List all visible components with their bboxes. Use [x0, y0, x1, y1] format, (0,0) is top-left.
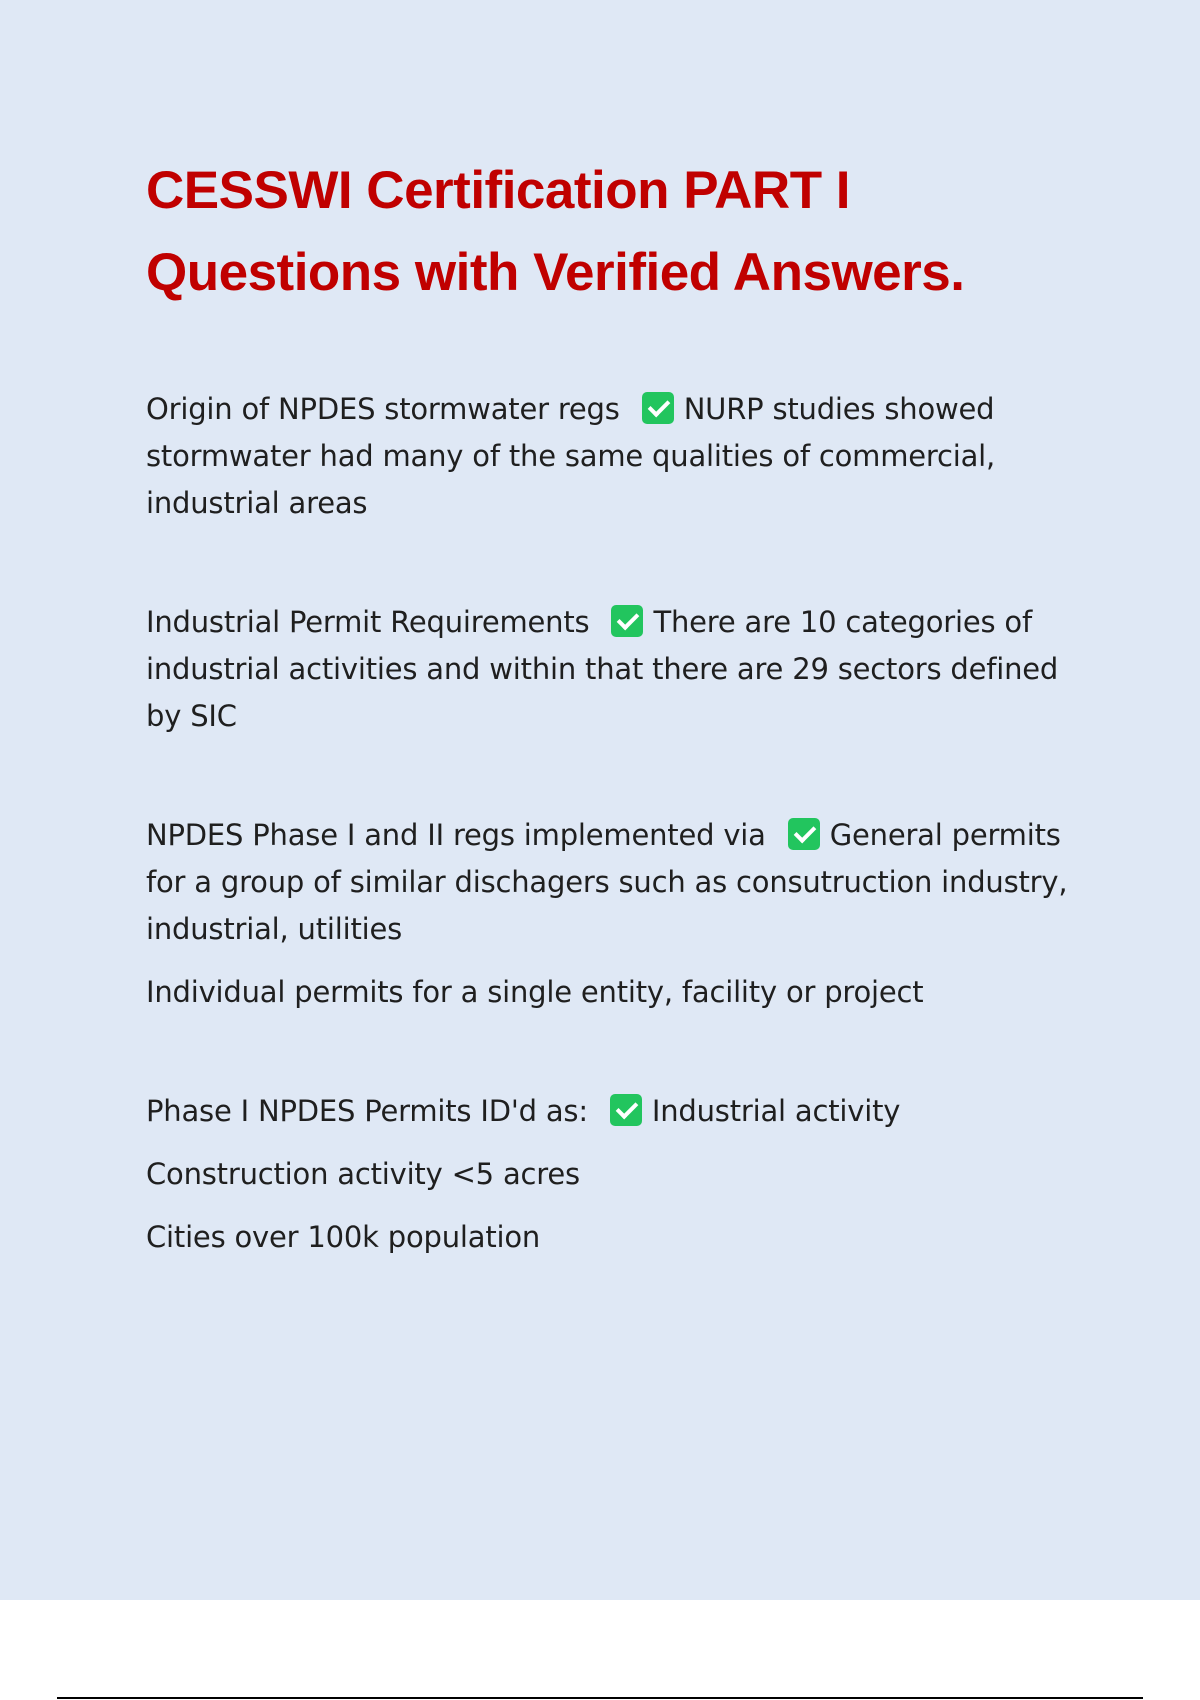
- question-text: NPDES Phase I and II regs implemented via: [146, 818, 766, 852]
- answer-text: There are 10 categories of industrial activities and within that there are 29 sectors defined by SIC: [146, 605, 1059, 733]
- answer-text: NURP studies showed stormwater had many of the same qualities of commercial, industrial areas: [146, 392, 996, 520]
- answer-text: Industrial activity: [651, 1094, 901, 1128]
- check-mark-icon: [610, 1094, 642, 1126]
- qa-main-line: [146, 1088, 1086, 1135]
- qa-item: [146, 386, 1086, 527]
- document-title: CESSWI Certification PART I Questions with Verified Answers.: [146, 161, 965, 302]
- qa-list: [146, 386, 1086, 1261]
- qa-main-line: [146, 386, 1086, 527]
- check-mark-icon: [611, 605, 643, 637]
- answer-extra-line: Construction activity <5 acres: [146, 1157, 580, 1191]
- qa-main-line: [146, 599, 1086, 740]
- qa-item: [146, 1088, 1086, 1261]
- qa-item: [146, 812, 1086, 1016]
- answer-extra-line: Individual permits for a single entity, facility or project: [146, 975, 924, 1009]
- answer-extra-line: Cities over 100k population: [146, 1220, 541, 1254]
- question-text: Phase I NPDES Permits ID'd as:: [146, 1094, 588, 1128]
- check-mark-icon: [642, 392, 674, 424]
- question-text: Origin of NPDES stormwater regs: [146, 392, 620, 426]
- qa-item: [146, 599, 1086, 740]
- check-mark-icon: [788, 818, 820, 850]
- question-text: Industrial Permit Requirements: [146, 605, 590, 639]
- qa-main-line: [146, 812, 1086, 953]
- footer-divider: [57, 1697, 1143, 1699]
- answer-text: General permits for a group of similar dischagers such as consutruction industry, industrial, utilities: [146, 818, 1068, 946]
- document-content: [146, 150, 1086, 1333]
